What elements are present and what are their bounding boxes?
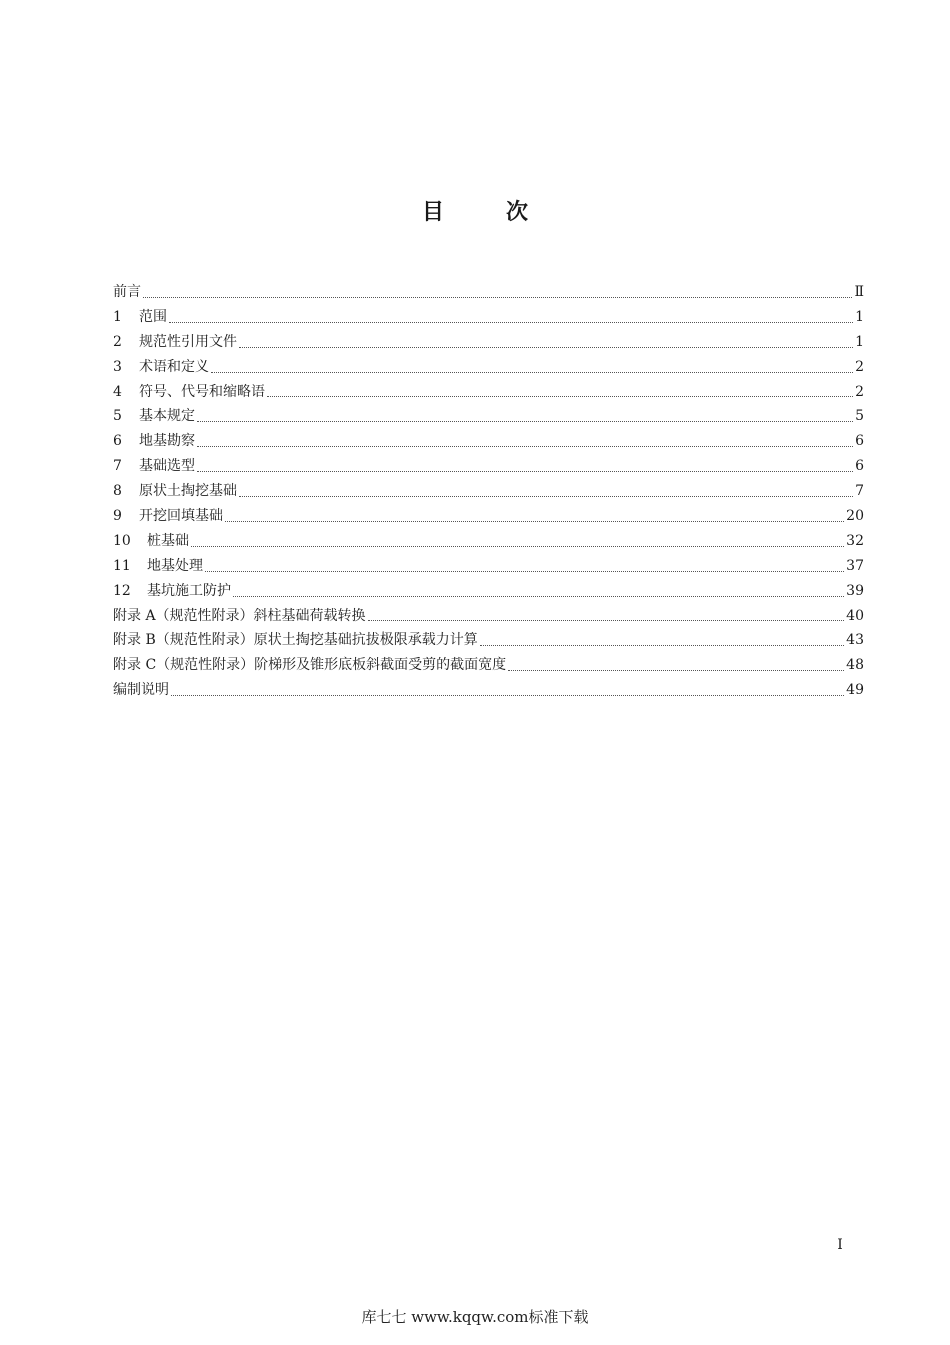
toc-entry-number: 3 bbox=[113, 358, 122, 375]
toc-entry-page: 1 bbox=[855, 333, 864, 350]
toc-entry-page: 37 bbox=[846, 557, 864, 574]
toc-dot-leader bbox=[233, 579, 844, 604]
toc-entry-label: 桩基础 bbox=[147, 532, 189, 549]
page-title bbox=[0, 198, 950, 228]
toc-entry-page: 7 bbox=[855, 483, 864, 500]
toc-entry-number: 6 bbox=[113, 433, 122, 450]
toc-dot-leader bbox=[225, 504, 844, 529]
toc-entry[interactable] bbox=[113, 280, 864, 305]
page-number: I bbox=[837, 1237, 843, 1253]
toc-dot-leader bbox=[211, 355, 853, 380]
toc-entry-page: 40 bbox=[846, 607, 864, 624]
toc-dot-leader bbox=[197, 404, 853, 429]
toc-dot-leader bbox=[267, 380, 853, 405]
toc-entry-label: 附录 C（规范性附录）阶梯形及锥形底板斜截面受剪的截面宽度 bbox=[113, 657, 507, 674]
toc-entry-page: 32 bbox=[846, 532, 864, 549]
toc-entry-page: 2 bbox=[855, 383, 864, 400]
toc-entry-page: 2 bbox=[855, 358, 864, 375]
toc-entry-label: 开挖回填基础 bbox=[139, 508, 223, 524]
toc-entry[interactable] bbox=[113, 404, 864, 429]
footer-watermark: 库七七 www.kqqw.com标准下载 bbox=[361, 1308, 589, 1326]
toc-dot-leader bbox=[368, 604, 845, 629]
toc-entry-label: 编制说明 bbox=[113, 682, 169, 699]
toc-entry-label: 附录 A（规范性附录）斜柱基础荷载转换 bbox=[113, 607, 366, 624]
toc-dot-leader bbox=[239, 330, 853, 355]
toc-entry-label: 前言 bbox=[113, 283, 141, 300]
toc-entry-page: 6 bbox=[855, 433, 864, 450]
toc-entry-number: 7 bbox=[113, 458, 122, 475]
toc-entry-number: 4 bbox=[113, 383, 122, 400]
toc-dot-leader bbox=[171, 678, 844, 703]
toc-entry-label: 地基勘察 bbox=[139, 433, 195, 450]
toc-dot-leader bbox=[143, 280, 852, 305]
toc-entry-page: Ⅱ bbox=[854, 283, 864, 300]
toc-entry[interactable] bbox=[113, 504, 864, 529]
toc-entry-number: 12 bbox=[113, 582, 131, 599]
toc-entry[interactable] bbox=[113, 355, 864, 380]
toc-entry[interactable] bbox=[113, 429, 864, 454]
toc-entry-number: 1 bbox=[113, 308, 122, 325]
toc-entry[interactable] bbox=[113, 380, 864, 405]
toc-entry-label: 基坑施工防护 bbox=[147, 582, 231, 599]
toc-entry-label: 原状土掏挖基础 bbox=[139, 483, 237, 500]
toc-entry[interactable] bbox=[113, 554, 864, 579]
toc-entry-page: 1 bbox=[855, 308, 864, 325]
toc-entry-label: 符号、代号和缩略语 bbox=[139, 383, 265, 400]
toc-entry-number: 10 bbox=[113, 532, 131, 549]
toc-entry-page: 6 bbox=[855, 458, 864, 475]
toc-entry-page: 39 bbox=[846, 582, 864, 599]
toc-entry[interactable] bbox=[113, 330, 864, 355]
toc-entry-number: 8 bbox=[113, 483, 122, 500]
toc-dot-leader bbox=[197, 454, 853, 479]
toc-entry-number: 9 bbox=[113, 508, 122, 524]
toc-entry-page: 20 bbox=[846, 508, 864, 524]
toc-entry-label: 范围 bbox=[139, 308, 167, 325]
toc-dot-leader bbox=[169, 305, 853, 330]
toc-entry[interactable] bbox=[113, 305, 864, 330]
toc-entry[interactable] bbox=[113, 479, 864, 504]
toc-dot-leader bbox=[239, 479, 853, 504]
title-char-2: 次 bbox=[506, 200, 529, 225]
toc-entry[interactable] bbox=[113, 678, 864, 703]
toc-entry[interactable] bbox=[113, 653, 864, 678]
toc-dot-leader bbox=[191, 529, 844, 554]
toc-entry[interactable] bbox=[113, 579, 864, 604]
toc-entry-number: 2 bbox=[113, 333, 122, 350]
toc-entry-label: 基础选型 bbox=[139, 458, 195, 475]
toc-entry-page: 43 bbox=[846, 632, 864, 649]
title-char-1: 目 bbox=[421, 200, 444, 225]
toc-entry-label: 术语和定义 bbox=[139, 358, 209, 375]
toc-entry-number: 11 bbox=[113, 557, 131, 574]
toc-entry[interactable] bbox=[113, 604, 864, 629]
toc-entry[interactable] bbox=[113, 628, 864, 653]
toc-entry-label: 规范性引用文件 bbox=[139, 333, 237, 350]
toc-entry-number: 5 bbox=[113, 408, 122, 425]
toc-dot-leader bbox=[508, 653, 844, 678]
toc-dot-leader bbox=[480, 628, 844, 653]
toc-entry-label: 附录 B（规范性附录）原状土掏挖基础抗拔极限承载力计算 bbox=[113, 632, 478, 649]
toc-entry-label: 地基处理 bbox=[147, 557, 203, 574]
toc-entry-page: 49 bbox=[846, 682, 864, 699]
toc-entry-label: 基本规定 bbox=[139, 408, 195, 425]
toc-dot-leader bbox=[197, 429, 853, 454]
table-of-contents bbox=[113, 280, 864, 703]
toc-entry-page: 5 bbox=[855, 408, 864, 425]
toc-entry[interactable] bbox=[113, 454, 864, 479]
toc-dot-leader bbox=[205, 554, 844, 579]
toc-entry-page: 48 bbox=[846, 657, 864, 674]
toc-entry[interactable] bbox=[113, 529, 864, 554]
